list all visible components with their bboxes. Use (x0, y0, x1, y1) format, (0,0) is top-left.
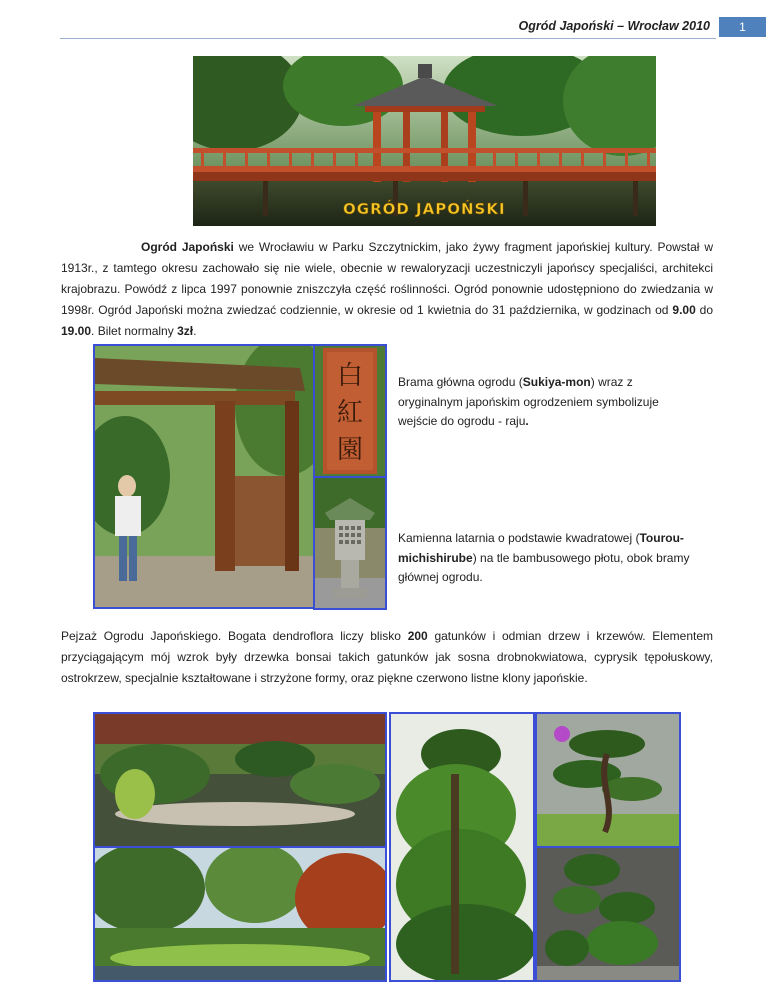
gate-photo (93, 344, 315, 609)
intro-price: 3zł (177, 324, 194, 338)
header-divider (60, 38, 716, 39)
intro-paragraph (61, 237, 713, 342)
gate-caption-text-2: ) wraz z oryginalnym japońskim ogrodzeniem symbolizuje wejście do ogrodu - raju (398, 375, 659, 428)
page-number-badge: 1 (719, 17, 766, 37)
pond-photo (93, 712, 387, 848)
bonsai-photo (535, 712, 681, 848)
gate-caption (398, 373, 698, 432)
sign-char-3: 園 (336, 435, 364, 465)
intro-text-2: do (695, 303, 714, 317)
species-count: 200 (407, 629, 428, 643)
garden-path-photo (93, 846, 387, 982)
gate-name: Sukiya-mon (522, 375, 591, 389)
intro-hour-from: 9.00 (672, 303, 696, 317)
sign-char-1: 白 (336, 361, 364, 391)
intro-bold-name: Ogród Japoński (141, 240, 234, 254)
landscape-text-1: Pejzaż Ogrodu Japońskiego. Bogata dendroflora liczy blisko (61, 629, 408, 643)
cypress-photo (389, 712, 535, 982)
landscape-paragraph (61, 626, 713, 689)
intro-text-3: . Bilet normalny (91, 324, 178, 338)
intro-text-1: we Wrocławiu w Parku Szczytnickim, jako żywy fragment japońskiej kultury. Powstał w 1913r., z tamtego okresu zachowało się nie wiele, obecnie w rewaloryzacji uczestniczyli japońscy specjaliści, architekci krajobrazu. Powódź z lipca 1997 ponownie zniszczyła część roślinności. Ogród ponownie udostępniono do zwiedzania w 1998r. Ogród Japoński można zwiedzać codziennie, w okresie od 1 kwietnia do 31 października, w godzinach od (61, 240, 713, 317)
gate-caption-text-1: Brama główna ogrodu ( (398, 375, 523, 389)
gate-caption-end: . (525, 414, 529, 428)
lantern-caption-text-2: ) na tle bambusowego płotu, obok bramy głównej ogrodu. (398, 550, 690, 584)
hero-label: OGRÓD JAPOŃSKI (343, 200, 506, 218)
lantern-caption (398, 529, 710, 588)
lantern-caption-text-1: Kamienna latarnia o podstawie kwadratowej ( (398, 531, 640, 545)
lantern-name: Tourou-michishirube (398, 531, 684, 565)
sign-photo (313, 344, 387, 478)
intro-text-4: . (193, 324, 197, 338)
topiary-photo (535, 846, 681, 982)
landscape-text-2: gatunków i odmian drzew i krzewów. Elementem przyciągającym mój wzrok były drzewka bonsai takich gatunków jak sosna drobnokwiatowa, cyprysik tępołuskowy, ostrokrzew, specjalnie kształtowane i strzyżone formy, oraz piękne czerwono listne klony japońskie. (61, 629, 713, 685)
page-header-title: Ogród Japoński – Wrocław 2010 (518, 19, 710, 33)
hero-bridge-photo (193, 56, 656, 226)
lantern-photo (313, 476, 387, 610)
intro-hour-to: 19.00 (61, 324, 92, 338)
sign-char-2: 紅 (336, 398, 364, 428)
